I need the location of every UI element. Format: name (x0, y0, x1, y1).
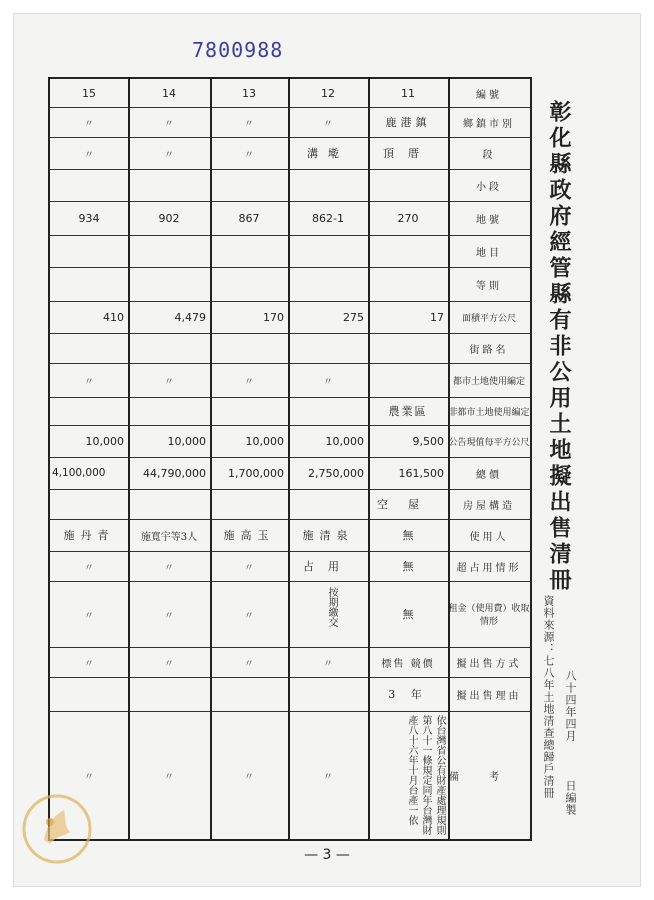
col15-area: 410 (103, 310, 124, 324)
col12-lot: 862-1 (312, 211, 344, 225)
col11-section: 頂厝 (383, 147, 433, 160)
date-note: 八十四年四月 (564, 670, 577, 742)
col14-nonurban: 〃 (164, 376, 174, 388)
land-sale-table (48, 77, 532, 841)
col12-area: 275 (343, 310, 364, 324)
compiled-label: 日編製 (564, 780, 577, 816)
col15-rent: 〃 (84, 610, 94, 622)
col13-area: 170 (263, 310, 284, 324)
label-method: 擬出售方式 (456, 658, 522, 670)
col14-total: 44,790,000 (143, 466, 206, 480)
label-township: 鄉鎮市別 (463, 118, 515, 130)
col14-user: 施寬宇等3人 (140, 531, 198, 543)
watermark-logo-icon (20, 792, 94, 866)
label-serial: 編號 (476, 89, 502, 101)
col11-announced: 9,500 (412, 434, 444, 448)
col13-total: 1,700,000 (228, 466, 284, 480)
col15-occupancy: 〃 (84, 562, 94, 574)
col11-lot: 270 (397, 211, 419, 225)
label-land-category: 地目 (476, 247, 502, 259)
col12-method: 〃 (323, 658, 333, 670)
col14-area: 4,479 (174, 310, 206, 324)
col14-remarks: 〃 (164, 771, 174, 783)
col13-township: 〃 (244, 118, 254, 130)
col15-announced: 10,000 (85, 434, 124, 448)
label-urban-zoning: 都市土地使用編定 (452, 376, 525, 387)
col12-rent: 按期繳交 (326, 587, 337, 627)
label-total-value: 總價 (476, 469, 502, 481)
source-note: 資料來源：七八年土地清查總歸戶清冊 (542, 595, 555, 799)
col14-section: 〃 (164, 149, 174, 161)
col15-total: 4,100,000 (52, 467, 106, 479)
col11-area: 17 (430, 310, 444, 324)
col12-serial: 12 (321, 86, 335, 100)
col11-nonurban: 農業區 (388, 405, 428, 418)
col12-township: 〃 (323, 118, 333, 130)
col14-announced: 10,000 (167, 434, 206, 448)
col13-nonurban: 〃 (244, 376, 254, 388)
document-title: 彰化縣政府經管縣有非公用土地擬出售清冊 (546, 100, 572, 594)
stamp-number: 7800988 (192, 38, 284, 62)
label-section: 段 (482, 149, 496, 161)
col11-occupancy: 無 (402, 560, 414, 573)
col15-lot: 934 (78, 211, 100, 225)
col15-remarks: 〃 (84, 771, 94, 783)
col15-nonurban: 〃 (84, 376, 94, 388)
col12-user: 施清泉 (302, 529, 354, 542)
col11-structures: 空屋 (377, 498, 439, 511)
label-subsection: 小段 (476, 181, 502, 193)
col14-rent: 〃 (164, 610, 174, 622)
col14-occupancy: 〃 (164, 562, 174, 574)
label-rent: 租金（使用費）收取情形 (448, 604, 530, 627)
col12-occupancy: 占用 (303, 560, 353, 573)
col13-method: 〃 (244, 658, 254, 670)
label-announced-value: 公告現值每平方公尺 (448, 437, 530, 448)
col12-total: 2,750,000 (308, 466, 364, 480)
col11-remarks: 依台灣省公有財產處理規則第八十一條規定同年台灣財產八十六年十月台產一依 (406, 715, 445, 835)
col13-serial: 13 (242, 86, 256, 100)
col14-method: 〃 (164, 658, 174, 670)
col12-announced: 10,000 (325, 434, 364, 448)
col12-nonurban: 〃 (323, 376, 333, 388)
col14-township: 〃 (164, 118, 174, 130)
col13-remarks: 〃 (244, 771, 254, 783)
col11-user: 無 (402, 529, 414, 542)
col13-section: 〃 (244, 149, 254, 161)
col11-method: 標售 競價 (381, 658, 435, 670)
col13-user: 施高玉 (223, 529, 275, 542)
col15-section: 〃 (84, 149, 94, 161)
col11-serial: 11 (401, 86, 415, 100)
col13-announced: 10,000 (245, 434, 284, 448)
col15-serial: 15 (82, 86, 96, 100)
col14-lot: 902 (158, 211, 180, 225)
col13-rent: 〃 (244, 610, 254, 622)
col15-method: 〃 (84, 658, 94, 670)
label-nonurban-zoning: 非都市土地使用編定 (448, 407, 530, 418)
col11-reason: 3 年 (388, 688, 428, 701)
col11-township: 鹿港鎮 (385, 116, 431, 129)
label-occupancy: 超占用情形 (456, 562, 522, 574)
col11-rent: 無 (402, 608, 414, 621)
col14-serial: 14 (162, 86, 176, 100)
page-number: — 3 — (304, 847, 350, 863)
col13-lot: 867 (238, 211, 260, 225)
label-area: 面積平方公尺 (461, 313, 516, 324)
label-grade: 等則 (476, 280, 502, 292)
label-structures: 房屋構造 (463, 500, 515, 512)
col15-user: 施丹青 (63, 529, 115, 542)
label-user: 使用人 (469, 531, 509, 543)
col12-section: 溝墘 (307, 147, 349, 160)
col13-occupancy: 〃 (244, 562, 254, 574)
col12-remarks: 〃 (323, 771, 333, 783)
label-street: 街路名 (469, 344, 509, 356)
label-lot: 地號 (476, 214, 502, 226)
col11-total: 161,500 (398, 466, 444, 480)
label-remarks: 備考 (449, 771, 529, 783)
label-reason: 擬出售理由 (456, 690, 522, 702)
col15-township: 〃 (84, 118, 94, 130)
